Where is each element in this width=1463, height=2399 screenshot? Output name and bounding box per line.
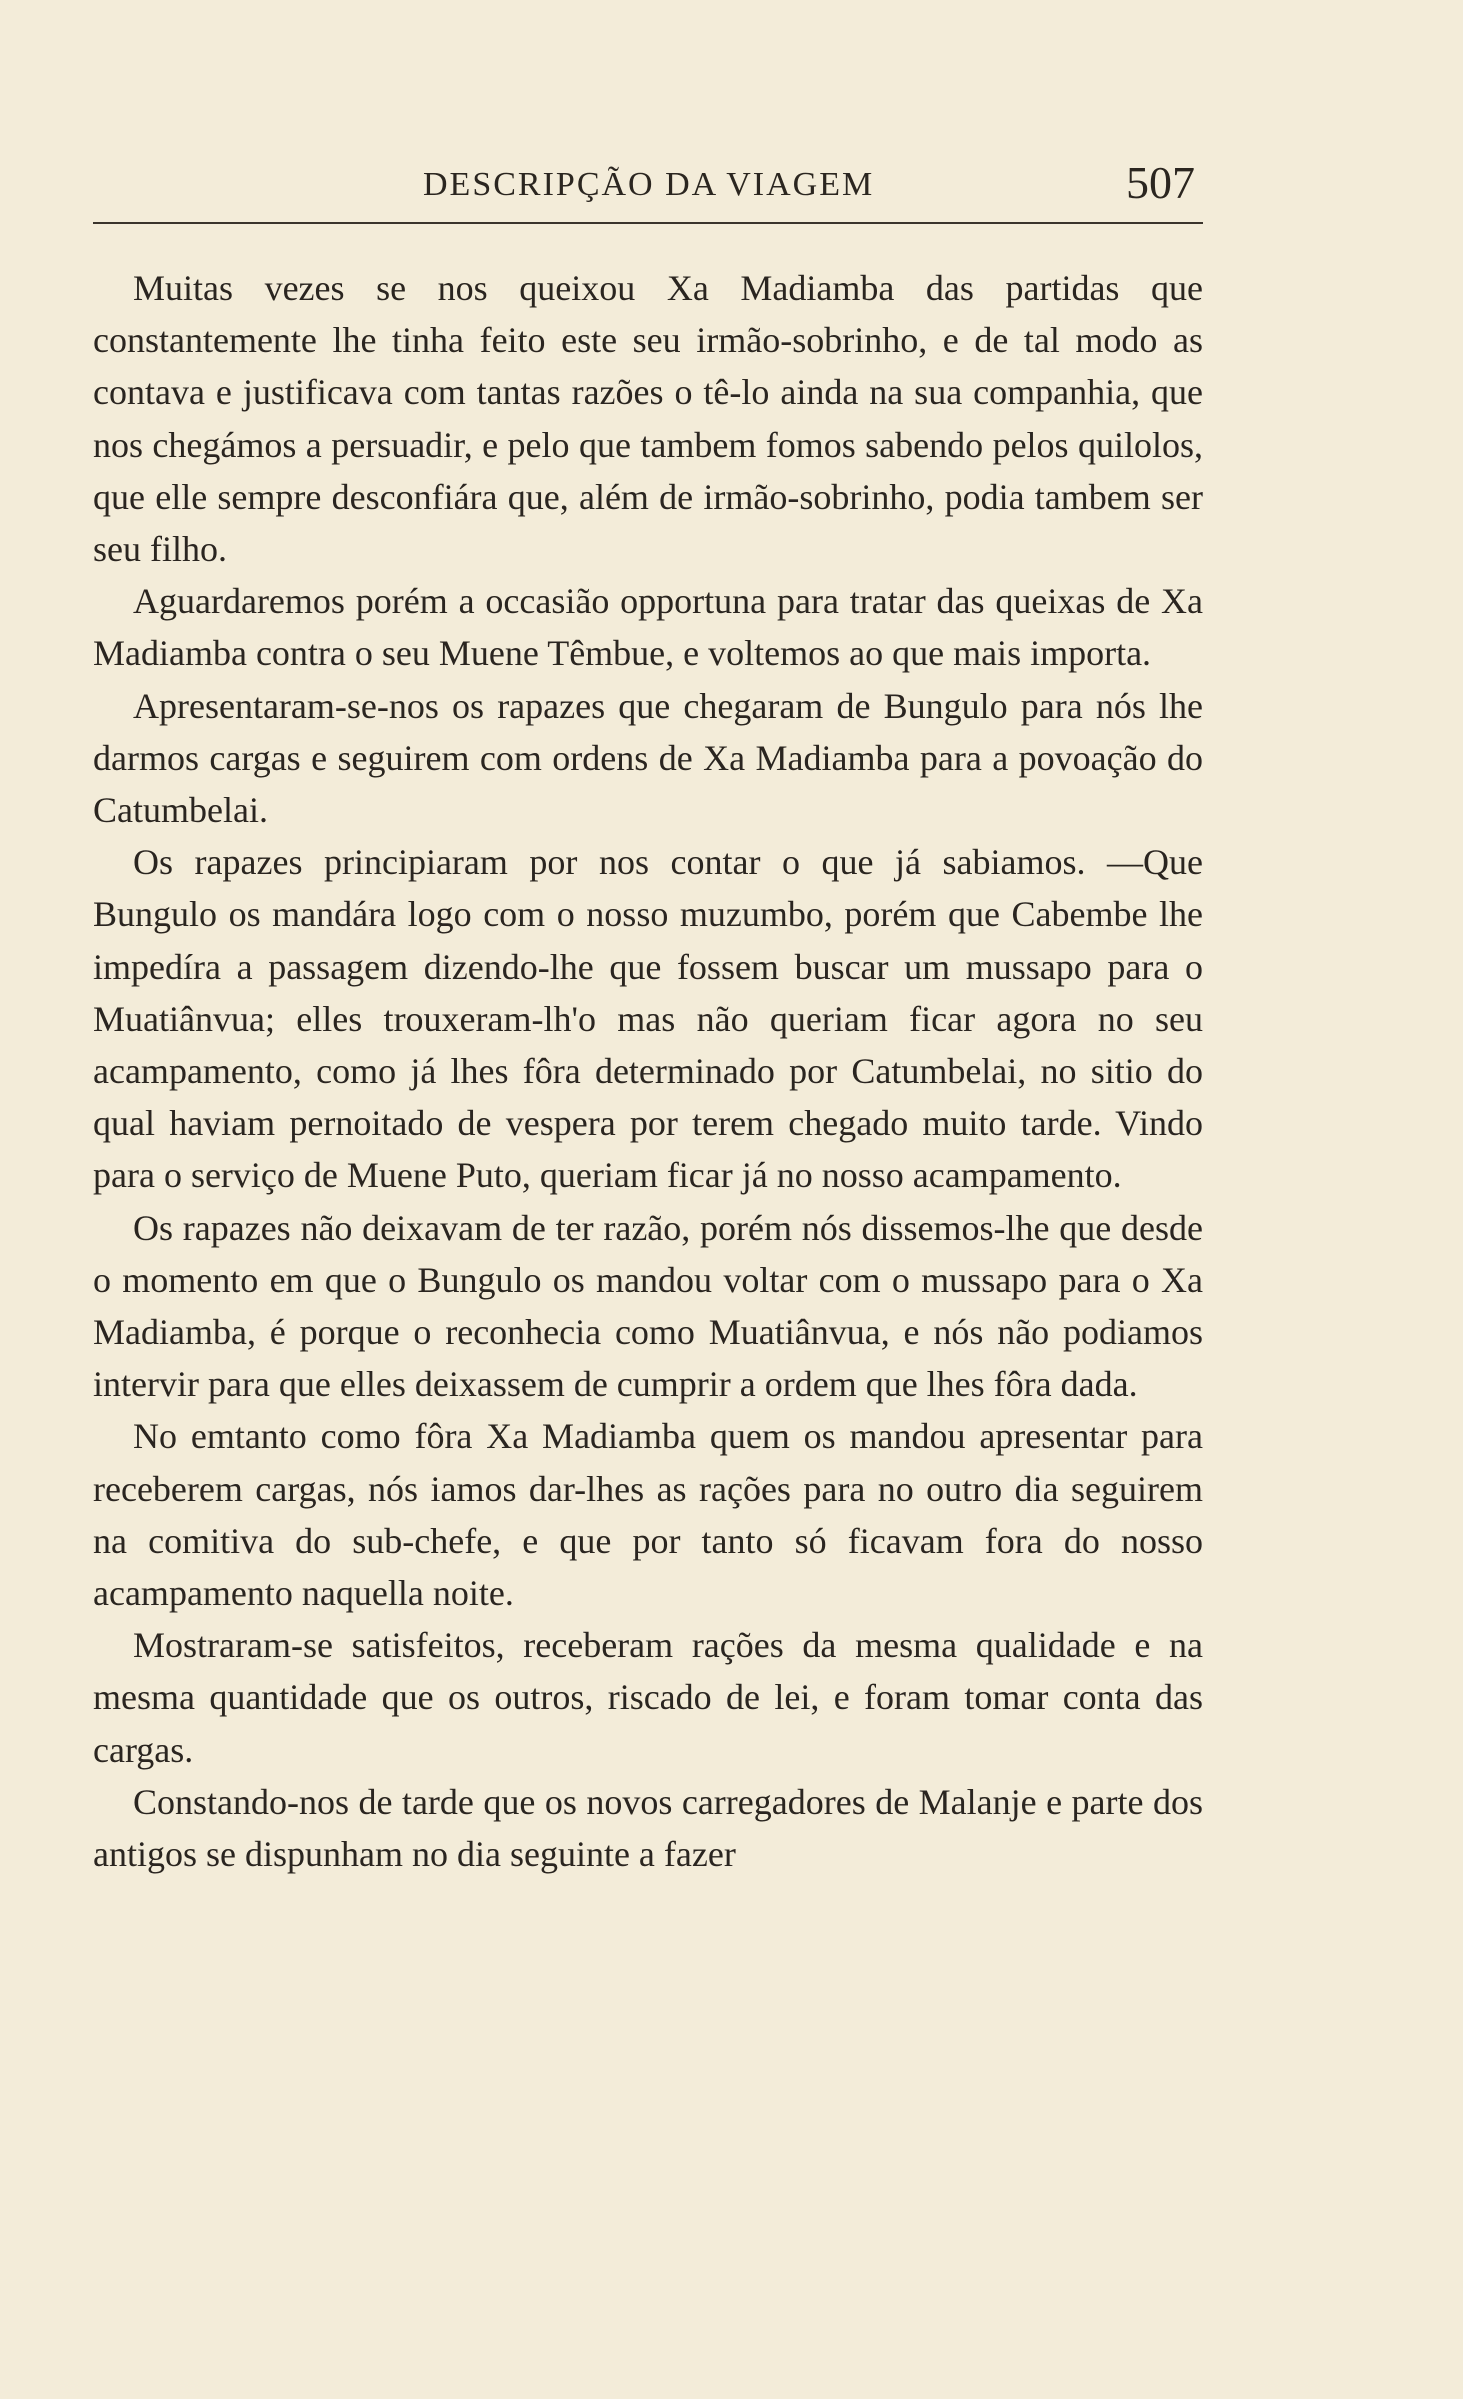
paragraph: Muitas vezes se nos queixou Xa Madiamba das partidas que constantemente lhe tinha feito este seu irmão-sobrinho, e de tal modo as contava e justificava com tantas razões o tê-lo ainda na sua companhia, que nos chegámos a persuadir, e pelo que tambem fomos sabendo pelos quilolos, que elle sempre desconfiára que, além de irmão-sobrinho, podia tambem ser seu filho. (93, 268, 1203, 570)
body-text (93, 262, 1203, 1880)
paragraph: Apresentaram-se-nos os rapazes que chegaram de Bungulo para nós lhe darmos cargas e seguirem com ordens de Xa Madiamba para a povoação do Catumbelai. (93, 685, 1203, 831)
paragraph: Mostraram-se satisfeitos, receberam rações da mesma qualidade e na mesma quantidade que os outros, riscado de lei, e foram tomar conta das cargas. (93, 1625, 1203, 1770)
paragraph: No emtanto como fôra Xa Madiamba quem os mandou apresentar para receberem cargas, nós iamos dar-lhes as rações para no outro dia seguirem na comitiva do sub-chefe, e que por tanto só ficavam fora do nosso acampamento naquella noite. (93, 1416, 1203, 1614)
page-header (93, 152, 1203, 212)
paragraph: Constando-nos de tarde que os novos carregadores de Malanje e parte dos antigos se dispunham no dia seguinte a fazer (93, 1781, 1203, 1875)
page-number: 507 (1126, 157, 1195, 208)
paragraph: Os rapazes não deixavam de ter razão, porém nós dissemos-lhe que desde o momento em que o Bungulo os mandou voltar com o mussapo para o Xa Madiamba, é porque o reconhecia como Muatiânvua, e nós não podiamos intervir para que elles deixassem de cumprir a ordem que lhes fôra dada. (93, 1207, 1203, 1405)
paragraph: Os rapazes principiaram por nos contar o que já sabiamos. —Que Bungulo os mandára logo com o nosso muzumbo, porém que Cabembe lhe impedíra a passagem dizendo-lhe que fossem buscar um mussapo para o Muatiânvua; elles trouxeram-lh'o mas não queriam ficar agora no seu acampamento, como já lhes fôra determinado por Catumbelai, no sitio do qual haviam pernoitado de vespera por terem chegado muito tarde. Vindo para o serviço de Muene Puto, queriam ficar já no nosso acampamento. (93, 842, 1203, 1196)
header-rule (93, 222, 1203, 224)
paragraph: Aguardaremos porém a occasião opportuna para tratar das queixas de Xa Madiamba contra o seu Muene Têmbue, e voltemos ao que mais importa. (93, 581, 1203, 674)
running-title: DESCRIPÇÃO DA VIAGEM (423, 166, 875, 203)
